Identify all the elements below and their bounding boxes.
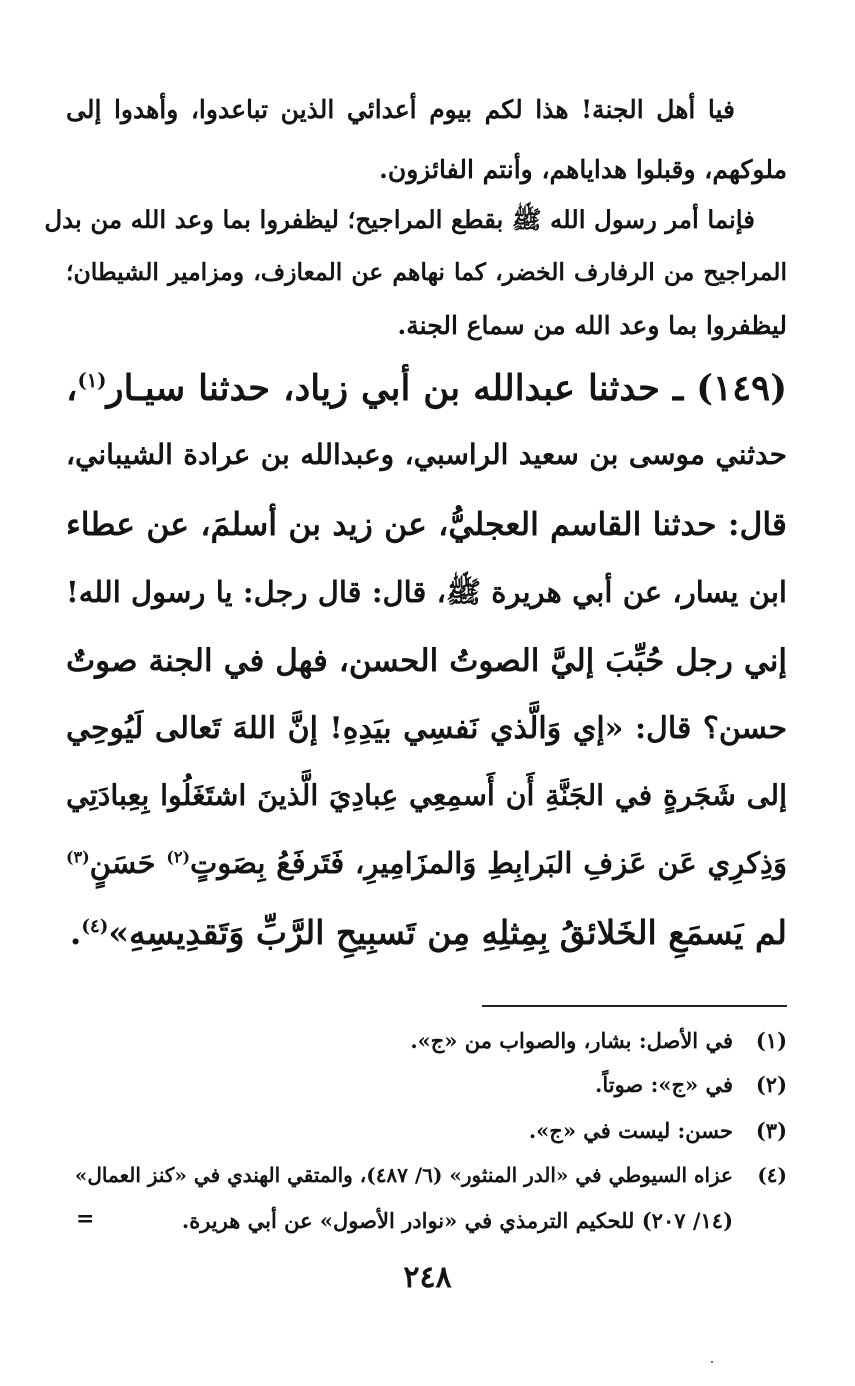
footnote-4-text: عزاه السيوطي في «الدر المنثور» (٦/ ٤٨٧)، والمتقي الهندي في «كنز العمال» xyxy=(74,1163,733,1187)
footnote-1 xyxy=(410,1028,787,1053)
hadith-line-1-punct: ، xyxy=(66,368,78,409)
hadith-line-3: قال: حدثنا القاسم العجليُّ، عن زيد بن أسلمَ، عن عطاء xyxy=(66,506,787,543)
hadith-line-8-text: وَذِكرِي عَن عَزفِ البَرابِطِ وَالمزَامِيرِ، فَتَرفَعُ بِصَوتٍ xyxy=(189,846,787,880)
footnote-separator xyxy=(482,1005,787,1007)
footnote-mark-1: (١) xyxy=(77,369,107,393)
footnote-2-number: (٢) xyxy=(755,1072,787,1097)
intro-p1-line1: فيا أهل الجنة! هذا لكم بيوم أعدائي الذين تباعدوا، وأهدوا إلى xyxy=(66,95,735,124)
intro-p2-line1: فإنما أمر رسول الله ﷺ بقطع المراجيح؛ ليظفروا بما وعد الله من بدل xyxy=(44,205,755,234)
hadith-line-2: حدثني موسى بن سعيد الراسبي، وعبدالله بن عرادة الشيباني، xyxy=(66,438,787,471)
hadith-line-1-text: حدثنا عبدالله بن أبي زياد، حدثنا سيـار xyxy=(106,368,660,409)
hadith-line-8 xyxy=(66,846,787,880)
hadith-line-7: إلى شَجَرةٍ في الجَنَّةِ أَن أَسمِعِي عِبادِيَ الَّذينَ اشتَغَلُوا بِعِبادَتِي xyxy=(66,778,787,812)
footnote-mark-2: (٢) xyxy=(166,847,190,867)
footnote-3 xyxy=(529,1118,787,1143)
scan-speck xyxy=(711,1361,713,1363)
intro-p1-line2: ملوكهم، وقبلوا هداياهم، وأنتم الفائزون. xyxy=(379,155,787,184)
continuation-mark: = xyxy=(76,1206,95,1232)
page-number: ٢٤٨ xyxy=(403,1260,452,1295)
footnote-mark-4: (٤) xyxy=(81,916,109,937)
hadith-line-8-after: حَسَنٍ xyxy=(89,846,167,880)
footnote-3-text: حسن: ليست في «ج». xyxy=(528,1118,733,1143)
footnote-4-continued: (١٤/ ٢٠٧) للحكيم الترمذي في «نوادر الأصول» عن أبي هريرة. xyxy=(181,1208,733,1233)
footnote-4-number: (٤) xyxy=(757,1163,787,1187)
hadith-line-9 xyxy=(70,913,787,952)
hadith-number: (١٤٩) ـ xyxy=(672,368,787,409)
hadith-line-4: ابن يسار، عن أبي هريرة ﷺ، قال: قال رجل: يا رسول الله! xyxy=(66,575,787,609)
hadith-line-1 xyxy=(66,368,787,409)
footnote-4 xyxy=(66,1163,787,1187)
footnote-1-text: في الأصل: بشار، والصواب من «ج». xyxy=(410,1028,733,1053)
footnote-mark-3: (٣) xyxy=(66,847,90,867)
footnote-2 xyxy=(595,1072,787,1097)
footnote-2-text: في «ج»: صوتاً. xyxy=(595,1072,733,1097)
footnote-1-number: (١) xyxy=(755,1028,787,1053)
intro-p2-line2: المراجيح من الرفارف الخضر، كما نهاهم عن المعازف، ومزامير الشيطان؛ xyxy=(66,258,787,286)
hadith-line-9-punct: . xyxy=(69,913,82,952)
intro-p2-line3: ليظفروا بما وعد الله من سماع الجنة. xyxy=(397,311,787,340)
hadith-line-6: حسن؟ قال: «إي وَالَّذي نَفسِي بيَدِهِ! إنَّ اللهَ تَعالى لَيُوحِي xyxy=(66,711,787,746)
footnote-3-number: (٣) xyxy=(755,1118,787,1143)
hadith-line-9-text: لم يَسمَعِ الخَلائقُ بِمِثلِهِ مِن تَسبِيحِ الرَّبِّ وَتَقدِيسِهِ» xyxy=(108,913,787,952)
hadith-line-5: إني رجل حُبِّبَ إليَّ الصوتُ الحسن، فهل في الجنة صوتٌ xyxy=(66,643,787,679)
